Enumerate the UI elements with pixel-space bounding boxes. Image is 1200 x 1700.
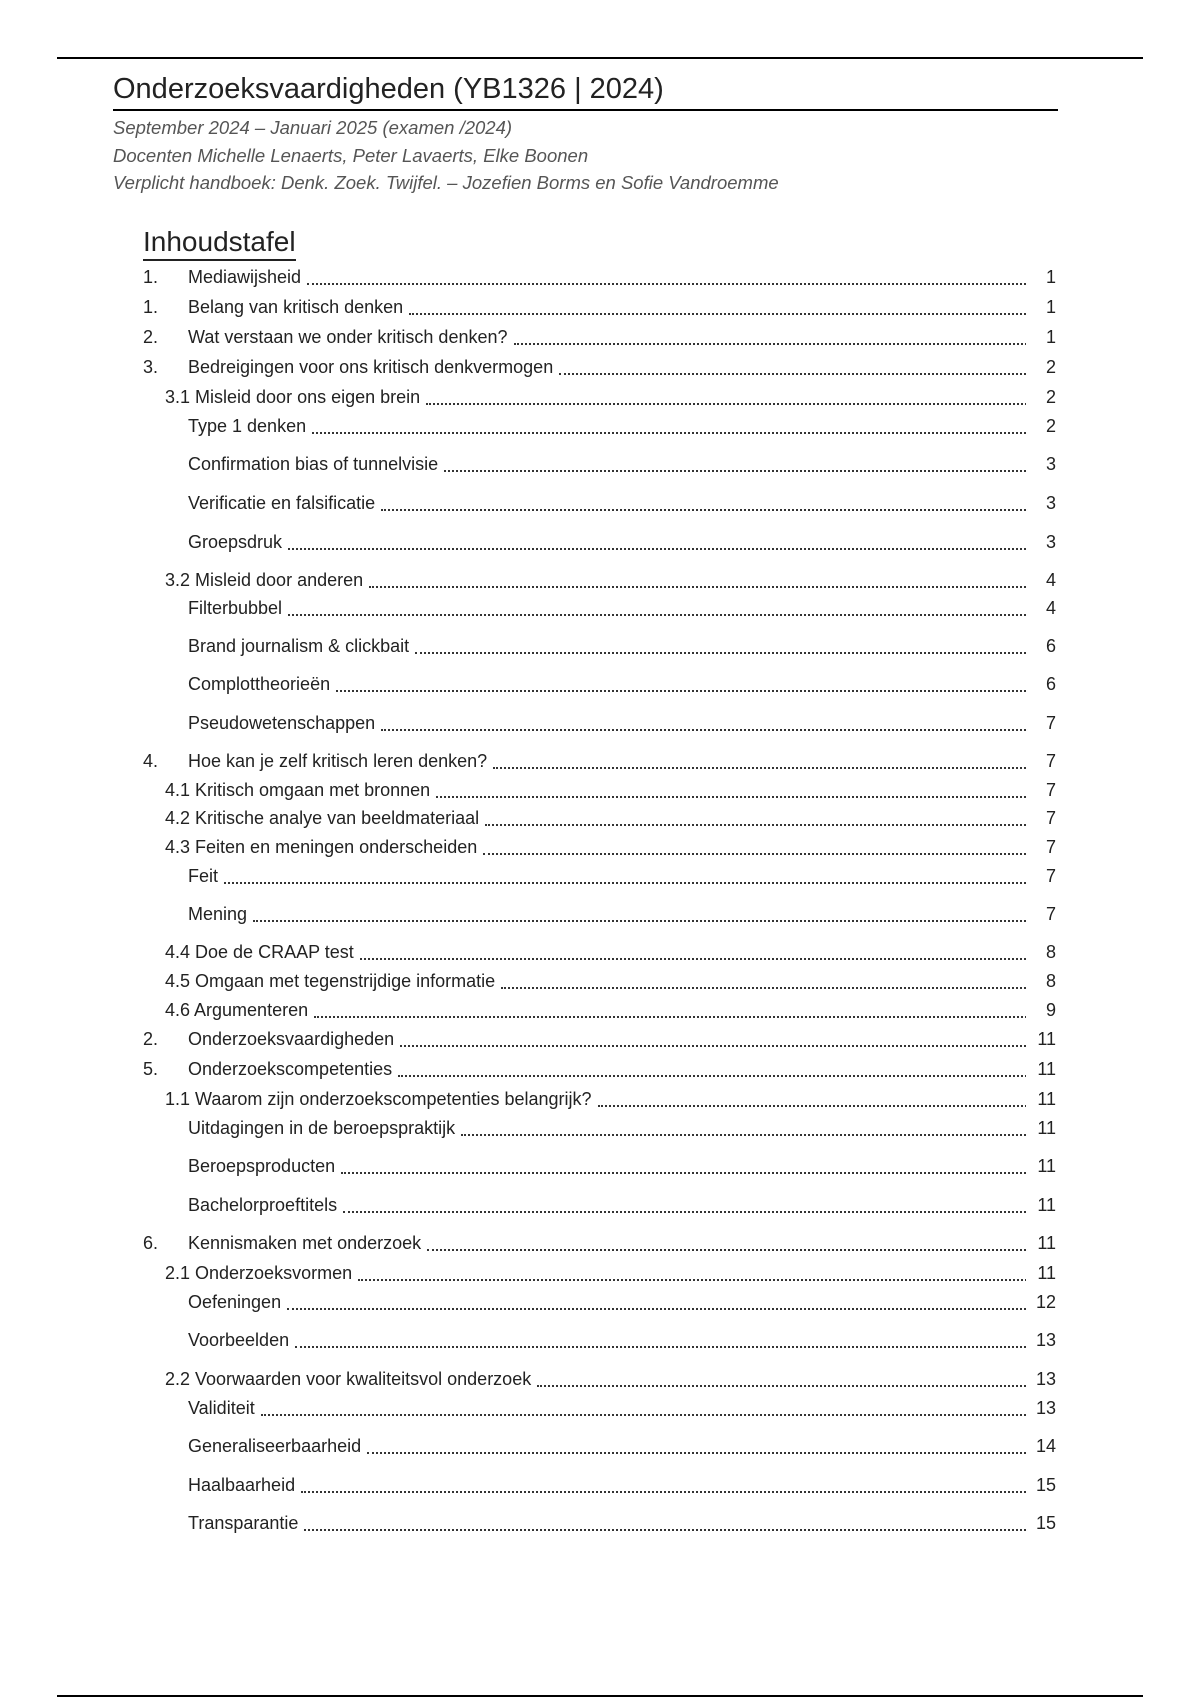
toc-entry-page: 3	[1026, 452, 1056, 476]
toc-entry[interactable]	[0, 940, 1200, 964]
toc-entry-title[interactable]: Haalbaarheid	[188, 1473, 299, 1497]
toc-dot-leader	[261, 1390, 1042, 1416]
toc-dot-leader	[343, 1187, 1042, 1213]
toc-entry[interactable]	[0, 1367, 1200, 1391]
toc-dot-leader	[427, 1225, 1042, 1251]
toc-entry-page: 4	[1026, 596, 1056, 620]
toc-entry-title[interactable]: 2.1 Onderzoeksvormen	[165, 1261, 356, 1285]
toc-entry[interactable]	[0, 1511, 1200, 1535]
toc-entry[interactable]	[0, 672, 1200, 696]
toc-entry-page: 8	[1026, 940, 1056, 964]
toc-entry-number: 1.	[143, 297, 159, 317]
toc-entry-title[interactable]: Kennismaken met onderzoek	[188, 1231, 425, 1255]
toc-dot-leader	[369, 562, 1042, 588]
toc-entry-page: 9	[1026, 998, 1056, 1022]
toc-dot-leader	[400, 1021, 1042, 1047]
toc-dot-leader	[409, 289, 1042, 315]
toc-entry-title[interactable]: 2.2 Voorwaarden voor kwaliteitsvol onderzoek	[165, 1367, 535, 1391]
toc-dot-leader	[598, 1081, 1042, 1107]
toc-entry-page: 2	[1026, 414, 1056, 438]
toc-entry-page: 13	[1026, 1367, 1056, 1391]
toc-dot-leader	[301, 1467, 1042, 1493]
toc-dot-leader	[436, 772, 1042, 798]
toc-entry-page: 14	[1026, 1434, 1056, 1458]
toc-heading: Inhoudstafel	[143, 225, 296, 261]
toc-entry-title[interactable]: Filterbubbel	[188, 596, 286, 620]
toc-entry-number: 2.	[143, 327, 159, 347]
toc-entry[interactable]	[0, 634, 1200, 658]
toc-dot-leader	[398, 1051, 1042, 1077]
toc-entry-page: 11	[1026, 1057, 1056, 1081]
toc-entry-number: 5.	[143, 1059, 159, 1079]
toc-entry[interactable]	[0, 295, 1200, 319]
toc-entry-title[interactable]: Verificatie en falsificatie	[188, 491, 379, 515]
toc-entry-page: 11	[1026, 1087, 1056, 1111]
toc-entry[interactable]	[0, 1434, 1200, 1458]
toc-dot-leader	[485, 800, 1042, 826]
toc-entry[interactable]	[0, 452, 1200, 476]
toc-dot-leader	[314, 992, 1042, 1018]
toc-entry-title[interactable]: Confirmation bias of tunnelvisie	[188, 452, 442, 476]
toc-entry-page: 7	[1026, 902, 1056, 926]
toc-dot-leader	[307, 259, 1042, 285]
toc-entry[interactable]	[0, 491, 1200, 515]
toc-entry-title[interactable]: 3.2 Misleid door anderen	[165, 568, 367, 592]
toc-dot-leader	[288, 524, 1042, 550]
toc-dot-leader	[537, 1361, 1042, 1387]
toc-entry[interactable]	[0, 355, 1200, 379]
toc-entry[interactable]	[0, 778, 1200, 802]
toc-entry-title[interactable]: 1.1 Waarom zijn onderzoekscompetenties belangrijk?	[165, 1087, 596, 1111]
toc-entry-page: 7	[1026, 835, 1056, 859]
toc-entry[interactable]	[0, 1116, 1200, 1140]
toc-entry-number: 4.	[143, 751, 159, 771]
toc-entry-page: 8	[1026, 969, 1056, 993]
toc-entry-page: 11	[1026, 1231, 1056, 1255]
toc-entry-title[interactable]: Onderzoekscompetenties	[188, 1057, 396, 1081]
toc-entry-title[interactable]: Belang van kritisch denken	[188, 295, 407, 319]
toc-entry[interactable]	[0, 749, 1200, 773]
toc-entry-title[interactable]: Bachelorproeftitels	[188, 1193, 341, 1217]
toc-dot-leader	[312, 408, 1042, 434]
toc-entry[interactable]	[0, 806, 1200, 830]
toc-entry[interactable]	[0, 1328, 1200, 1352]
toc-entry-page: 1	[1026, 325, 1056, 349]
toc-dot-leader	[287, 1284, 1042, 1310]
toc-entry-page: 7	[1026, 749, 1056, 773]
toc-entry[interactable]	[0, 1027, 1200, 1051]
toc-entry-title[interactable]: 4.2 Kritische analye van beeldmateriaal	[165, 806, 483, 830]
toc-entry-title[interactable]: Onderzoeksvaardigheden	[188, 1027, 398, 1051]
toc-entry-page: 15	[1026, 1511, 1056, 1535]
toc-entry-page: 11	[1026, 1027, 1056, 1051]
toc-dot-leader	[295, 1322, 1042, 1348]
meta-line-teachers: Docenten Michelle Lenaerts, Peter Lavaerts, Elke Boonen	[113, 144, 589, 166]
toc-entry-page: 12	[1026, 1290, 1056, 1314]
toc-dot-leader	[381, 485, 1042, 511]
toc-entry-title[interactable]: Generaliseerbaarheid	[188, 1434, 365, 1458]
toc-dot-leader	[493, 743, 1042, 769]
toc-entry-page: 1	[1026, 265, 1056, 289]
toc-entry-title[interactable]: 4.6 Argumenteren	[165, 998, 312, 1022]
toc-entry-page: 11	[1026, 1193, 1056, 1217]
toc-entry[interactable]	[0, 1261, 1200, 1285]
bottom-rule	[57, 1695, 1143, 1697]
toc-entry-page: 15	[1026, 1473, 1056, 1497]
toc-entry-page: 6	[1026, 672, 1056, 696]
toc-entry-title[interactable]: Bedreigingen voor ons kritisch denkvermogen	[188, 355, 557, 379]
toc-entry-title[interactable]: Groepsdruk	[188, 530, 286, 554]
toc-entry[interactable]	[0, 1087, 1200, 1111]
toc-entry-title[interactable]: Mediawijsheid	[188, 265, 305, 289]
toc-entry[interactable]	[0, 1154, 1200, 1178]
toc-entry-title[interactable]: Validiteit	[188, 1396, 259, 1420]
toc-dot-leader	[336, 666, 1042, 692]
toc-entry[interactable]	[0, 998, 1200, 1022]
toc-entry-title[interactable]: Uitdagingen in de beroepspraktijk	[188, 1116, 459, 1140]
toc-dot-leader	[501, 963, 1042, 989]
toc-entry-number: 1.	[143, 267, 159, 287]
toc-dot-leader	[253, 896, 1042, 922]
toc-entry-title[interactable]: Pseudowetenschappen	[188, 711, 379, 735]
toc-entry[interactable]	[0, 385, 1200, 409]
toc-dot-leader	[224, 858, 1042, 884]
toc-entry-title[interactable]: Brand journalism & clickbait	[188, 634, 413, 658]
toc-entry-title[interactable]: 3.1 Misleid door ons eigen brein	[165, 385, 424, 409]
toc-entry-title[interactable]: Voorbeelden	[188, 1328, 293, 1352]
toc-dot-leader	[483, 829, 1042, 855]
toc-dot-leader	[360, 934, 1042, 960]
toc-entry-page: 7	[1026, 864, 1056, 888]
toc-entry[interactable]	[0, 969, 1200, 993]
toc-dot-leader	[559, 349, 1042, 375]
toc-entry-page: 2	[1026, 385, 1056, 409]
toc-dot-leader	[304, 1505, 1042, 1531]
toc-dot-leader	[381, 705, 1042, 731]
toc-dot-leader	[367, 1428, 1042, 1454]
toc-entry[interactable]	[0, 325, 1200, 349]
toc-dot-leader	[288, 590, 1042, 616]
toc-entry[interactable]	[0, 902, 1200, 926]
toc-entry[interactable]	[0, 596, 1200, 620]
toc-entry-title[interactable]: 4.1 Kritisch omgaan met bronnen	[165, 778, 434, 802]
toc-entry-page: 7	[1026, 711, 1056, 735]
toc-entry-number: 6.	[143, 1233, 159, 1253]
toc-entry[interactable]	[0, 1057, 1200, 1081]
toc-entry[interactable]	[0, 1193, 1200, 1217]
toc-entry-title[interactable]: Transparantie	[188, 1511, 302, 1535]
toc-entry[interactable]	[0, 835, 1200, 859]
toc-entry-title[interactable]: Oefeningen	[188, 1290, 285, 1314]
toc-entry-title[interactable]: Wat verstaan we onder kritisch denken?	[188, 325, 512, 349]
document-title: Onderzoeksvaardigheden (YB1326 | 2024)	[113, 71, 1058, 111]
toc-entry-page: 2	[1026, 355, 1056, 379]
toc-entry-page: 7	[1026, 778, 1056, 802]
toc-dot-leader	[415, 628, 1042, 654]
toc-entry-page: 11	[1026, 1116, 1056, 1140]
toc-entry-title[interactable]: Beroepsproducten	[188, 1154, 339, 1178]
toc-dot-leader	[444, 446, 1042, 472]
toc-entry-title[interactable]: Type 1 denken	[188, 414, 310, 438]
toc-entry-page: 11	[1026, 1261, 1056, 1285]
toc-dot-leader	[514, 319, 1042, 345]
toc-entry-page: 13	[1026, 1328, 1056, 1352]
toc-entry[interactable]	[0, 864, 1200, 888]
meta-line-dates: September 2024 – Januari 2025 (examen /2024)	[113, 117, 513, 138]
toc-dot-leader	[461, 1110, 1042, 1136]
toc-entry-page: 13	[1026, 1396, 1056, 1420]
toc-entry[interactable]	[0, 265, 1200, 289]
toc-entry-page: 4	[1026, 568, 1056, 592]
toc-entry[interactable]	[0, 711, 1200, 735]
toc-entry[interactable]	[0, 568, 1200, 592]
toc-entry-title[interactable]: 4.3 Feiten en meningen onderscheiden	[165, 835, 481, 859]
toc-entry[interactable]	[0, 1290, 1200, 1314]
toc-entry-number: 2.	[143, 1029, 159, 1049]
toc-entry-page: 6	[1026, 634, 1056, 658]
toc-entry-title[interactable]: 4.5 Omgaan met tegenstrijdige informatie	[165, 969, 499, 993]
toc-dot-leader	[358, 1255, 1042, 1281]
toc-entry-number: 3.	[143, 357, 159, 377]
toc-entry-title[interactable]: Mening	[188, 902, 251, 926]
toc-entry-title[interactable]: Hoe kan je zelf kritisch leren denken?	[188, 749, 491, 773]
toc-entry[interactable]	[0, 1396, 1200, 1420]
toc-entry-title[interactable]: 4.4 Doe de CRAAP test	[165, 940, 358, 964]
toc-entry-page: 1	[1026, 295, 1056, 319]
toc-entry-page: 3	[1026, 491, 1056, 515]
meta-line-handbook: Verplicht handboek: Denk. Zoek. Twijfel. – Jozefien Borms en Sofie Vandroemme	[113, 172, 779, 193]
toc-entry[interactable]	[0, 1231, 1200, 1255]
toc-entry[interactable]	[0, 1473, 1200, 1497]
toc-entry-page: 3	[1026, 530, 1056, 554]
toc-entry[interactable]	[0, 530, 1200, 554]
toc-entry[interactable]	[0, 414, 1200, 438]
toc-entry-page: 11	[1026, 1154, 1056, 1178]
toc-entry-title[interactable]: Feit	[188, 864, 222, 888]
toc-dot-leader	[341, 1148, 1042, 1174]
toc-entry-title[interactable]: Complottheorieën	[188, 672, 334, 696]
toc-dot-leader	[426, 379, 1042, 405]
toc-entry-page: 7	[1026, 806, 1056, 830]
